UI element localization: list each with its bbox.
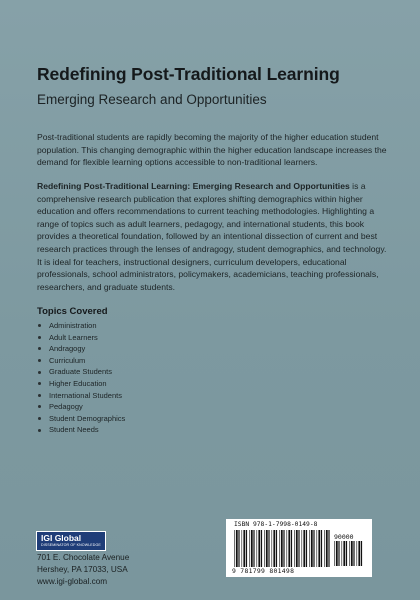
topic-item — [37, 332, 125, 344]
book-subtitle: Emerging Research and Opportunities — [37, 92, 267, 107]
barcode-bar — [318, 530, 320, 567]
barcode-bar — [309, 530, 310, 567]
barcode-bar — [336, 541, 338, 566]
barcode-bar — [249, 530, 250, 567]
barcode-bar — [353, 541, 354, 566]
barcode-bar — [357, 541, 358, 566]
topic-item — [37, 378, 125, 390]
barcode-bar — [266, 530, 268, 567]
description-title-bold: Redefining Post-Traditional Learning: Emerging Research and Opportunities — [37, 181, 350, 191]
topic-item — [37, 401, 125, 413]
barcode-bar — [291, 530, 292, 567]
topic-item — [37, 366, 125, 378]
bullet-icon — [38, 394, 41, 397]
topic-item — [37, 413, 125, 425]
bullet-icon — [38, 417, 41, 420]
isbn-text: ISBN 978-1-7998-0149-8 — [234, 521, 318, 528]
barcode-bar — [296, 530, 298, 567]
barcode-bar — [261, 530, 262, 567]
topic-label: Administration — [49, 321, 97, 330]
barcode-bar — [234, 530, 235, 567]
topic-label: International Students — [49, 390, 122, 400]
bullet-icon — [38, 324, 41, 327]
barcode-bar — [276, 530, 277, 567]
publisher-address — [37, 552, 129, 588]
publisher-website: www.igi-global.com — [37, 577, 108, 586]
topic-label: Andragogy — [49, 344, 86, 354]
barcode-bar — [361, 541, 362, 566]
barcode-bar — [343, 541, 345, 566]
topic-item — [37, 320, 125, 332]
barcode-bar — [306, 530, 307, 567]
bullet-icon — [38, 359, 41, 362]
barcode-bar — [242, 530, 243, 567]
bullet-icon — [38, 371, 41, 374]
barcode-bar — [294, 530, 295, 567]
barcode-bar — [287, 530, 288, 567]
topic-label: Student Needs — [49, 425, 99, 435]
barcode-bar — [311, 530, 313, 567]
description-paragraph-2-text: is a comprehensive research publication that explores shifting demographics within higher education and offers recommendations to current teaching methodologies. Highlighting a range of topics such as adult learners, pedagogy, and international students, this book provides a theoretical foundation, followed by an intentional dissection of current and best research practices through the lenses of andragogy, student demographics, and technology. It is ideal for teachers, instructional designers, curriculum developers, educational professionals, school administrators, policymakers, academicians, teaching professionals, researchers, and graduate students. — [37, 181, 387, 292]
description-paragraph-1: Post-traditional students are rapidly becoming the majority of the higher education student population. This changing demographic within the higher education landscape increases the demand for flexible learning options accessible to non-traditional learners. — [37, 132, 387, 168]
barcode-bar — [243, 530, 245, 567]
bullet-icon — [38, 347, 41, 350]
barcode-bar — [324, 530, 325, 567]
barcode-bar — [264, 530, 265, 567]
barcode-bar — [358, 541, 360, 566]
barcode-bar — [298, 530, 299, 567]
topics-heading: Topics Covered — [37, 306, 108, 317]
logo-tagline: DISSEMINATOR OF KNOWLEDGE — [41, 543, 101, 547]
logo-text: IGI Global — [41, 533, 82, 543]
barcode-icon — [234, 530, 330, 567]
barcode-bar — [279, 530, 280, 567]
barcode-bar — [317, 530, 318, 567]
barcode-bar — [258, 530, 260, 567]
barcode-bar — [288, 530, 290, 567]
bullet-icon — [38, 336, 41, 339]
barcode-bar — [338, 541, 339, 566]
barcode-bar — [283, 530, 284, 567]
addon-barcode-icon — [334, 541, 364, 566]
barcode-bar — [321, 530, 322, 567]
barcode-bar — [302, 530, 303, 567]
barcode-bar — [313, 530, 314, 567]
igi-global-logo-icon — [36, 531, 106, 551]
address-line-1: 701 E. Chocolate Avenue — [37, 553, 130, 562]
barcode-bar — [273, 530, 275, 567]
barcode-bar — [246, 530, 247, 567]
barcode-bar — [268, 530, 269, 567]
barcode-panel — [226, 519, 372, 577]
barcode-bar — [253, 530, 254, 567]
barcode-bar — [342, 541, 343, 566]
ean-digits: 9 781799 801498 — [232, 567, 295, 575]
topic-label: Adult Learners — [49, 332, 98, 342]
topic-label: Pedagogy — [49, 402, 83, 412]
price-code: 90000 — [334, 533, 354, 541]
topic-item — [37, 424, 125, 436]
bullet-icon — [38, 382, 41, 385]
barcode-bar — [257, 530, 258, 567]
publisher-logo — [36, 531, 106, 551]
barcode-bar — [238, 530, 239, 567]
barcode-bar — [328, 530, 329, 567]
topic-item — [37, 355, 125, 367]
topic-label: Higher Education — [49, 378, 107, 388]
barcode-bar — [303, 530, 305, 567]
barcode-bar — [346, 541, 347, 566]
topic-label: Curriculum — [49, 355, 86, 365]
barcode-bar — [272, 530, 273, 567]
topic-item — [37, 343, 125, 355]
barcode-bar — [251, 530, 253, 567]
book-title: Redefining Post-Traditional Learning — [37, 64, 340, 84]
barcode-bar — [326, 530, 328, 567]
barcode-bar — [351, 541, 353, 566]
topic-label: Student Demographics — [49, 413, 126, 423]
bullet-icon — [38, 405, 41, 408]
topic-item — [37, 390, 125, 402]
barcode-bar — [236, 530, 238, 567]
barcode-bar — [281, 530, 283, 567]
bullet-icon — [38, 429, 41, 432]
topics-list — [37, 320, 125, 436]
barcode-bar — [334, 541, 335, 566]
barcode-bar — [349, 541, 350, 566]
address-line-2: Hershey, PA 17033, USA — [37, 565, 128, 574]
description-paragraph-2 — [37, 180, 387, 293]
topic-label: Graduate Students — [49, 367, 112, 377]
